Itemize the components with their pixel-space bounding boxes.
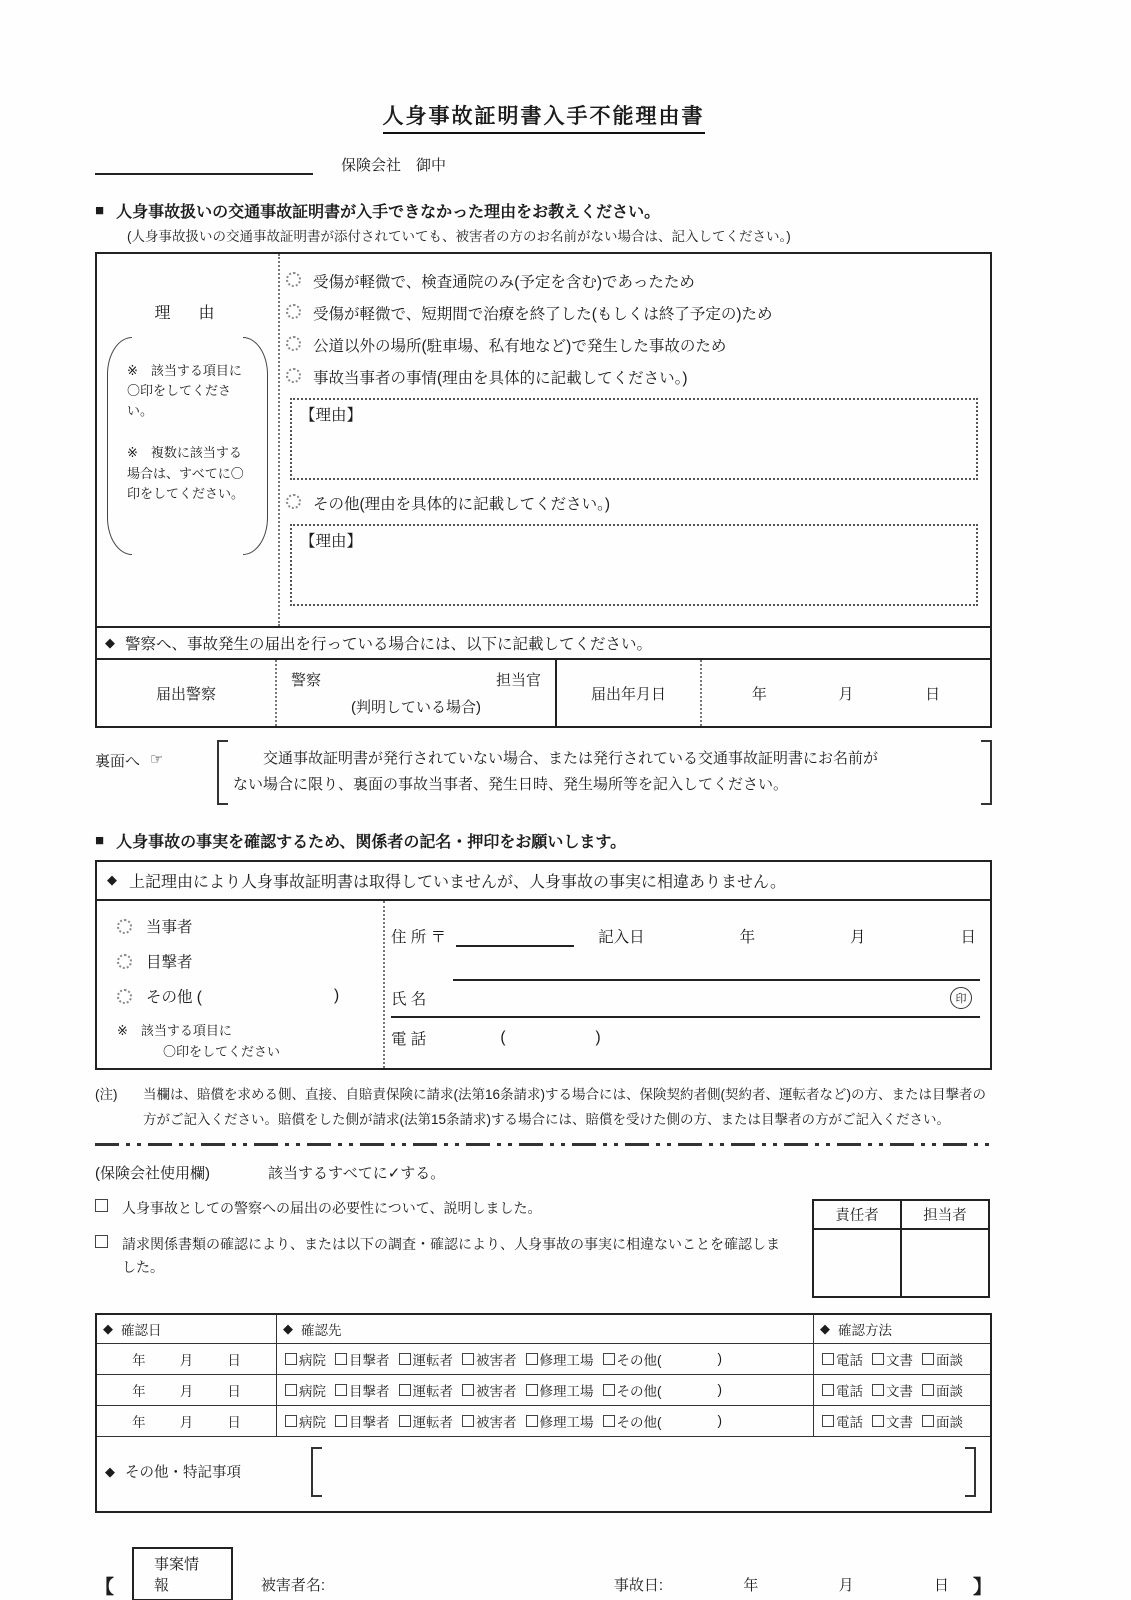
fill-year-label: 年 bbox=[739, 928, 756, 946]
confirm-date-field-1[interactable] bbox=[97, 1344, 277, 1374]
insurer-check-block bbox=[95, 1197, 992, 1313]
checkbox-driver[interactable]: 運転者 bbox=[399, 1380, 454, 1400]
victim-name-field[interactable] bbox=[325, 1574, 562, 1595]
checkbox-witness[interactable]: 目撃者 bbox=[335, 1411, 390, 1431]
seal-mark-icon: 印 bbox=[950, 987, 972, 1009]
checkbox-driver[interactable]: 運転者 bbox=[399, 1411, 454, 1431]
radio-option-1[interactable] bbox=[286, 272, 301, 287]
postal-code-field[interactable] bbox=[456, 929, 574, 947]
radio-option-other[interactable] bbox=[286, 494, 301, 509]
staff-header: 担当者 bbox=[900, 1201, 988, 1228]
legal-note-text: 当欄は、賠償を求める側、直接、自賠責保険に請求(法第16条請求)する場合には、保険契約者側(契約者、運転者など)の方、または目撃者の方がご記入ください。賠償をした側が請求(法第15条請求)する場合には、賠償を受けた側の方、または目撃者の方がご記入ください。 bbox=[143, 1086, 986, 1128]
phone-field[interactable] bbox=[500, 1029, 600, 1047]
addressee-row bbox=[95, 154, 992, 175]
report-day-label: 日 bbox=[925, 685, 941, 703]
phone-label: 電 話 bbox=[391, 1030, 427, 1048]
fill-date-label: 記入日 bbox=[598, 928, 645, 946]
confirm-date-field-3[interactable] bbox=[97, 1406, 277, 1436]
square-bullet-icon: ■ bbox=[95, 202, 105, 219]
checkbox-phone[interactable]: 電話 bbox=[822, 1380, 863, 1400]
day-label: 日 bbox=[227, 1383, 241, 1399]
role-row-other bbox=[117, 985, 377, 1007]
approver-table bbox=[812, 1199, 990, 1298]
checkbox-police-report-explained[interactable] bbox=[95, 1199, 108, 1212]
case-info-badge: 事案情報 bbox=[132, 1547, 233, 1600]
role-witness-label: 目撃者 bbox=[146, 953, 193, 971]
checkbox-document[interactable]: 文書 bbox=[872, 1349, 913, 1369]
day-label: 日 bbox=[227, 1414, 241, 1430]
role-row-witness bbox=[117, 950, 377, 972]
backside-label-text: 裏面へ bbox=[95, 753, 141, 770]
police-section-heading bbox=[95, 628, 992, 660]
name-label: 氏 名 bbox=[391, 991, 427, 1008]
role-note-line2: 〇印をしてください bbox=[163, 1043, 281, 1059]
option-2-label: 受傷が軽微で、短期間で治療を終了した(もしくは終了予定の)ため bbox=[313, 306, 773, 323]
radio-option-4[interactable] bbox=[286, 368, 301, 383]
checkbox-phone[interactable]: 電話 bbox=[822, 1349, 863, 1369]
checkbox-other[interactable]: その他( ) bbox=[603, 1349, 723, 1369]
option-row-party-circumstances bbox=[286, 366, 982, 388]
victim-name-group bbox=[261, 1574, 562, 1600]
confirmation-table bbox=[95, 1313, 992, 1513]
statement-row bbox=[97, 862, 990, 901]
reason-textbox-1[interactable] bbox=[290, 398, 978, 480]
accident-month-label: 月 bbox=[838, 1576, 854, 1594]
diamond-bullet-icon: ◆ bbox=[820, 1320, 830, 1336]
fill-day-label: 日 bbox=[960, 928, 976, 946]
option-row-minor-injury-checkup bbox=[286, 270, 982, 292]
remarks-label-text: その他・特記事項 bbox=[125, 1465, 241, 1482]
option-4-label: 事故当事者の事情(理由を具体的に記載してください。) bbox=[313, 370, 688, 387]
footer-bracket-open: 【 bbox=[95, 1576, 115, 1598]
role-row-party bbox=[117, 915, 377, 937]
reason-box-1-label: 【理由】 bbox=[300, 407, 363, 424]
reason-note-2: ※ 複数に該当する場合は、すべてに〇印をしてください。 bbox=[127, 445, 245, 501]
page-title: 人身事故証明書入手不能理由書 bbox=[383, 100, 705, 134]
accident-date-group bbox=[614, 1574, 963, 1600]
reason-note-1: ※ 該当する項目に〇印をしてください。 bbox=[127, 363, 242, 419]
role-note-line1: ※ 該当する項目に bbox=[117, 1022, 232, 1038]
form-content bbox=[95, 0, 992, 1600]
remarks-row bbox=[97, 1437, 990, 1511]
section2-heading-text: 人身事故の事実を確認するため、関係者の記名・押印をお願いします。 bbox=[116, 833, 627, 851]
year-label: 年 bbox=[132, 1414, 146, 1430]
diamond-bullet-icon: ◆ bbox=[105, 1463, 115, 1479]
year-label: 年 bbox=[132, 1352, 146, 1368]
checkbox-victim[interactable]: 被害者 bbox=[462, 1380, 517, 1400]
confirmation-row-1 bbox=[97, 1344, 990, 1375]
section1-subnote: (人身事故扱いの交通事故証明書が添付されていても、被害者の方のお名前がない場合は、記入してください。) bbox=[127, 229, 791, 244]
signature-table bbox=[95, 860, 992, 1070]
radio-role-other[interactable] bbox=[117, 989, 132, 1004]
option-3-label: 公道以外の場所(駐車場、私有地など)で発生した事故のため bbox=[313, 338, 727, 355]
option-row-non-public-road bbox=[286, 334, 982, 356]
section-divider bbox=[95, 1143, 992, 1146]
section1-heading bbox=[95, 199, 992, 222]
checkbox-victim[interactable]: 被害者 bbox=[462, 1349, 517, 1369]
section2-heading bbox=[95, 829, 992, 852]
confirmation-row-2 bbox=[97, 1375, 990, 1406]
accident-day-label: 日 bbox=[933, 1576, 949, 1594]
confirmation-header-row bbox=[97, 1315, 990, 1344]
diamond-bullet-icon: ◆ bbox=[107, 872, 117, 887]
option-other-label: その他(理由を具体的に記載してください。) bbox=[313, 496, 611, 513]
fill-month-label: 月 bbox=[850, 928, 866, 946]
month-label: 月 bbox=[179, 1352, 194, 1368]
footer-bracket-close: 】 bbox=[972, 1576, 992, 1598]
reason-box-2-label: 【理由】 bbox=[300, 533, 363, 550]
radio-role-party[interactable] bbox=[117, 919, 132, 934]
confirmation-row-3 bbox=[97, 1406, 990, 1437]
signer-details-column bbox=[385, 901, 990, 1068]
check-item-police-report bbox=[95, 1197, 785, 1219]
checkbox-document[interactable]: 文書 bbox=[872, 1380, 913, 1400]
reason-textbox-2[interactable] bbox=[290, 524, 978, 606]
report-year-label: 年 bbox=[751, 685, 767, 703]
check-item-documents-confirmed bbox=[95, 1233, 785, 1278]
reason-label-column bbox=[97, 254, 280, 626]
role-other-open: その他 ( bbox=[146, 988, 202, 1006]
check-item-2-text: 請求関係書類の確認により、または以下の調査・確認により、人身事故の事実に相違ないことを確認しました。 bbox=[122, 1236, 780, 1275]
police-heading-text: 警察へ、事故発生の届出を行っている場合には、以下に記載してください。 bbox=[125, 636, 653, 653]
checkbox-victim[interactable]: 被害者 bbox=[462, 1411, 517, 1431]
checkbox-repair-shop[interactable]: 修理工場 bbox=[526, 1349, 594, 1369]
checkbox-repair-shop[interactable]: 修理工場 bbox=[526, 1411, 594, 1431]
checkbox-witness[interactable]: 目撃者 bbox=[335, 1349, 390, 1369]
reason-table bbox=[95, 252, 992, 628]
option-row-minor-injury-short-treatment bbox=[286, 302, 982, 324]
insurer-use-label: (保険会社使用欄) bbox=[95, 1164, 210, 1182]
radio-option-2[interactable] bbox=[286, 304, 301, 319]
case-info-footer bbox=[95, 1547, 992, 1600]
diamond-bullet-icon: ◆ bbox=[103, 1320, 113, 1336]
checkbox-documents-confirmed[interactable] bbox=[95, 1235, 108, 1248]
remarks-field[interactable] bbox=[311, 1447, 976, 1497]
address-field[interactable] bbox=[453, 947, 980, 981]
police-suffix-label: 警察 bbox=[291, 672, 322, 689]
police-station-field[interactable] bbox=[277, 660, 557, 726]
day-label: 日 bbox=[227, 1352, 241, 1368]
statement-text: 上記理由により人身事故証明書は取得していませんが、人身事故の事実に相違ありません。 bbox=[129, 873, 786, 891]
insurer-use-row bbox=[95, 1162, 992, 1183]
reason-instructions bbox=[105, 337, 270, 555]
legal-note-label: (注) bbox=[95, 1086, 118, 1102]
legal-note bbox=[95, 1082, 992, 1133]
backside-note-line2: ない場合に限り、裏面の事故当事者、発生日時、発生場所等を記入してください。 bbox=[233, 776, 789, 794]
role-other-close: ) bbox=[333, 986, 340, 1004]
reason-column-title: 理 由 bbox=[154, 305, 221, 322]
backside-note-line1: 交通事故証明書が発行されていない場合、または発行されている交通事故証明書にお名前が bbox=[263, 750, 879, 767]
manager-header: 責任者 bbox=[835, 1207, 879, 1224]
manager-seal-cell[interactable] bbox=[814, 1230, 900, 1296]
checkbox-interview[interactable]: 面談 bbox=[922, 1411, 963, 1431]
role-party-label: 当事者 bbox=[146, 918, 193, 936]
checkbox-other[interactable]: その他( ) bbox=[603, 1380, 723, 1400]
confirm-date-header: 確認日 bbox=[121, 1322, 162, 1338]
confirm-target-header: 確認先 bbox=[301, 1322, 342, 1338]
report-date-field[interactable] bbox=[702, 660, 990, 726]
report-date-label: 届出年月日 bbox=[557, 660, 702, 726]
accident-date-label: 事故日: bbox=[613, 1576, 664, 1594]
report-month-label: 月 bbox=[838, 685, 854, 703]
checkbox-hospital[interactable]: 病院 bbox=[285, 1349, 326, 1369]
checkbox-driver[interactable]: 運転者 bbox=[399, 1349, 454, 1369]
check-instruction: 該当するすべてに✓する。 bbox=[268, 1164, 446, 1182]
checkbox-phone[interactable]: 電話 bbox=[822, 1411, 863, 1431]
pointing-hand-icon: ☞ bbox=[150, 751, 164, 768]
checkbox-interview[interactable]: 面談 bbox=[922, 1349, 963, 1369]
signer-role-column bbox=[97, 901, 385, 1068]
checkbox-hospital[interactable]: 病院 bbox=[285, 1411, 326, 1431]
diamond-bullet-icon: ◆ bbox=[283, 1320, 293, 1336]
confirm-method-header: 確認方法 bbox=[838, 1322, 892, 1338]
role-instructions bbox=[117, 1020, 377, 1060]
checkbox-interview[interactable]: 面談 bbox=[922, 1380, 963, 1400]
option-row-other bbox=[286, 492, 982, 514]
section1-heading-text: 人身事故扱いの交通事故証明書が入手できなかった理由をお教えください。 bbox=[116, 204, 661, 221]
backside-note bbox=[95, 740, 992, 805]
month-label: 月 bbox=[179, 1383, 194, 1399]
insurance-company-name-field[interactable] bbox=[95, 155, 313, 175]
checkbox-other[interactable]: その他( ) bbox=[603, 1411, 723, 1431]
checkbox-witness[interactable]: 目撃者 bbox=[335, 1380, 390, 1400]
month-label: 月 bbox=[179, 1414, 194, 1430]
radio-option-3[interactable] bbox=[286, 336, 301, 351]
phone-paren-close: ) bbox=[595, 1028, 601, 1046]
police-station-label: 届出警察 bbox=[97, 660, 277, 726]
police-table bbox=[95, 660, 992, 728]
square-bullet-icon: ■ bbox=[95, 831, 105, 849]
address-label: 住 所 〒 bbox=[391, 928, 447, 946]
option-1-label: 受傷が軽微で、検査通院のみ(予定を含む)であったため bbox=[313, 274, 695, 291]
staff-seal-cell[interactable] bbox=[900, 1230, 988, 1296]
backside-note-box bbox=[217, 740, 992, 805]
check-item-1-text: 人身事故としての警察への届出の必要性について、説明しました。 bbox=[122, 1199, 542, 1216]
officer-label: 担当官 bbox=[495, 672, 541, 689]
addressee-label: 保険会社 御中 bbox=[341, 157, 447, 174]
checkbox-repair-shop[interactable]: 修理工場 bbox=[526, 1380, 594, 1400]
year-label: 年 bbox=[132, 1383, 146, 1399]
phone-paren-open: ( bbox=[500, 1028, 506, 1046]
accident-year-label: 年 bbox=[743, 1576, 759, 1594]
diamond-bullet-icon: ◆ bbox=[105, 635, 115, 650]
reason-options-column bbox=[280, 254, 990, 626]
checkbox-document[interactable]: 文書 bbox=[872, 1411, 913, 1431]
victim-name-label: 被害者名: bbox=[260, 1576, 325, 1594]
checkbox-hospital[interactable]: 病院 bbox=[285, 1380, 326, 1400]
radio-role-witness[interactable] bbox=[117, 954, 132, 969]
officer-known-note: (判明している場合) bbox=[351, 699, 481, 716]
confirm-date-field-2[interactable] bbox=[97, 1375, 277, 1405]
